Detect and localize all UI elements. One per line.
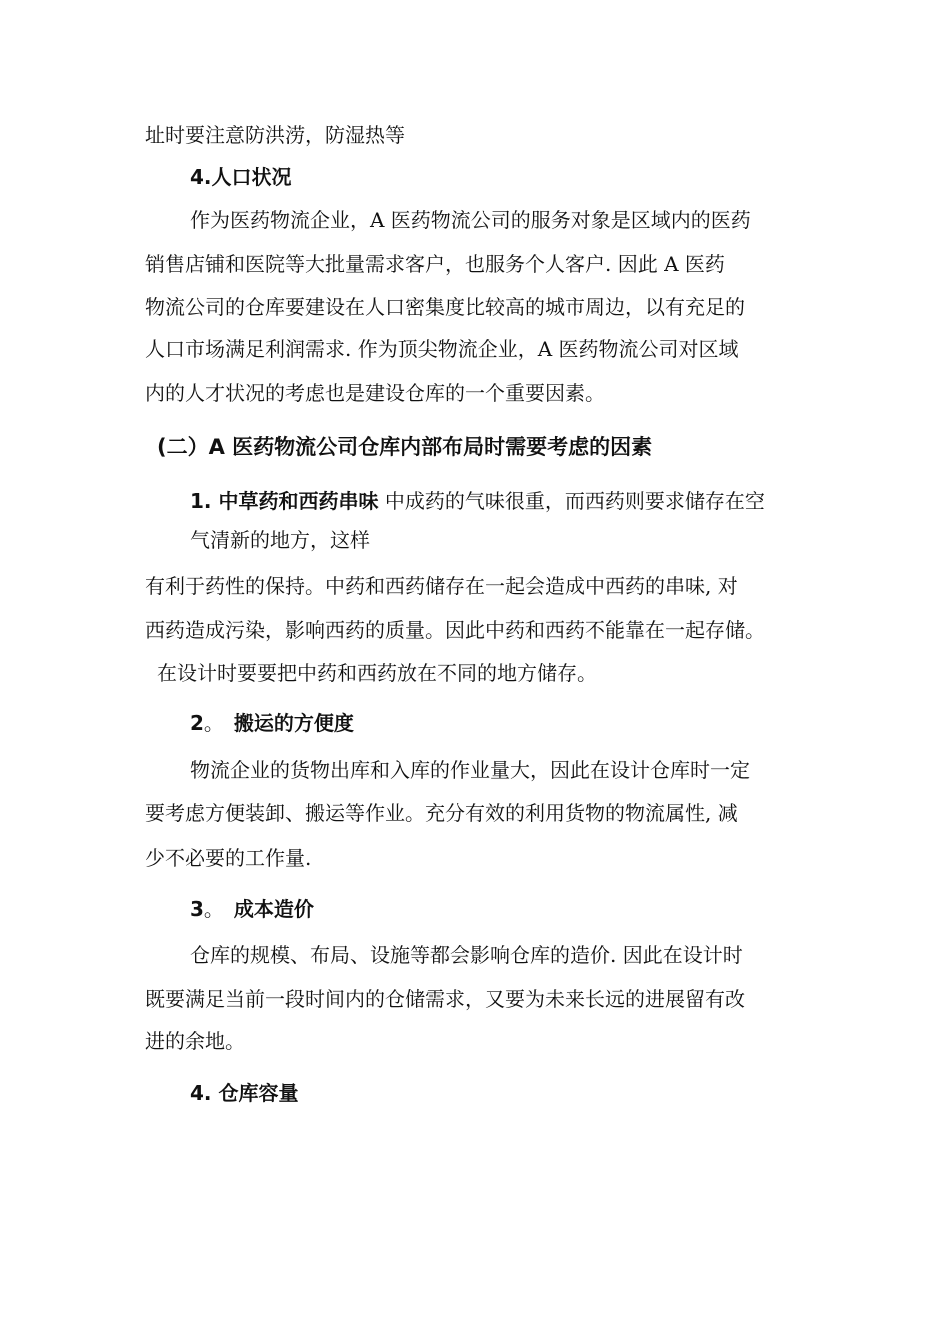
paragraph-line: 物流公司的仓库要建设在人口密集度比较高的城市周边，以有充足的 bbox=[145, 295, 745, 319]
paragraph-line: 有利于药性的保持。中药和西药储存在一起会造成中西药的串味, 对 bbox=[145, 574, 738, 598]
paragraph-line: 西药造成污染，影响西药的质量。因此中药和西药不能靠在一起存储。 bbox=[145, 618, 765, 642]
paragraph-line: 既要满足当前一段时间内的仓储需求，又要为未来长远的进展留有改 bbox=[145, 987, 745, 1011]
paragraph-line: 要考虑方便装卸、搬运等作业。充分有效的利用货物的物流属性, 减 bbox=[145, 801, 738, 825]
paragraph-line: 气清新的地方，这样 bbox=[190, 528, 370, 552]
subheading-handling bbox=[190, 710, 354, 736]
paragraph-line: 人口市场满足利润需求. 作为顶尖物流企业，A 医药物流公司对区域 bbox=[145, 337, 739, 361]
subheading-text: 搬运的方便度 bbox=[233, 711, 354, 735]
paragraph-line: 进的余地。 bbox=[145, 1029, 245, 1053]
subheading-number: 2 bbox=[190, 711, 204, 735]
subheading-cost bbox=[190, 896, 314, 922]
paragraph-line: 销售店铺和医院等大批量需求客户，也服务个人客户. 因此 A 医药 bbox=[145, 252, 725, 276]
paragraph-line: 址时要注意防洪涝，防湿热等 bbox=[145, 123, 405, 147]
subheading-text: 成本造价 bbox=[233, 897, 314, 921]
subheading-separator: 。 bbox=[203, 711, 224, 735]
paragraph-line: 作为医药物流企业，A 医药物流公司的服务对象是区域内的医药 bbox=[190, 208, 751, 232]
paragraph-line: 物流企业的货物出库和入库的作业量大，因此在设计仓库时一定 bbox=[190, 758, 750, 782]
subheading-herb: 1. 中草药和西药串味 bbox=[190, 489, 379, 513]
subheading-population: 4.人口状况 bbox=[190, 165, 292, 189]
subheading-number: 3 bbox=[190, 897, 204, 921]
subheading-capacity: 4. 仓库容量 bbox=[190, 1081, 299, 1105]
paragraph-line bbox=[190, 488, 765, 514]
section-heading: (二）A 医药物流公司仓库内部布局时需要考虑的因素 bbox=[157, 435, 653, 459]
paragraph-line: 仓库的规模、布局、设施等都会影响仓库的造价. 因此在设计时 bbox=[190, 943, 743, 967]
paragraph-line: 在设计时要要把中药和西药放在不同的地方储存。 bbox=[157, 661, 597, 685]
subheading-separator: 。 bbox=[203, 897, 224, 921]
paragraph-line: 内的人才状况的考虑也是建设仓库的一个重要因素。 bbox=[145, 381, 605, 405]
paragraph-line: 少不必要的工作量. bbox=[145, 846, 312, 870]
paragraph-text: 中成药的气味很重，而西药则要求储存在空 bbox=[378, 489, 765, 513]
